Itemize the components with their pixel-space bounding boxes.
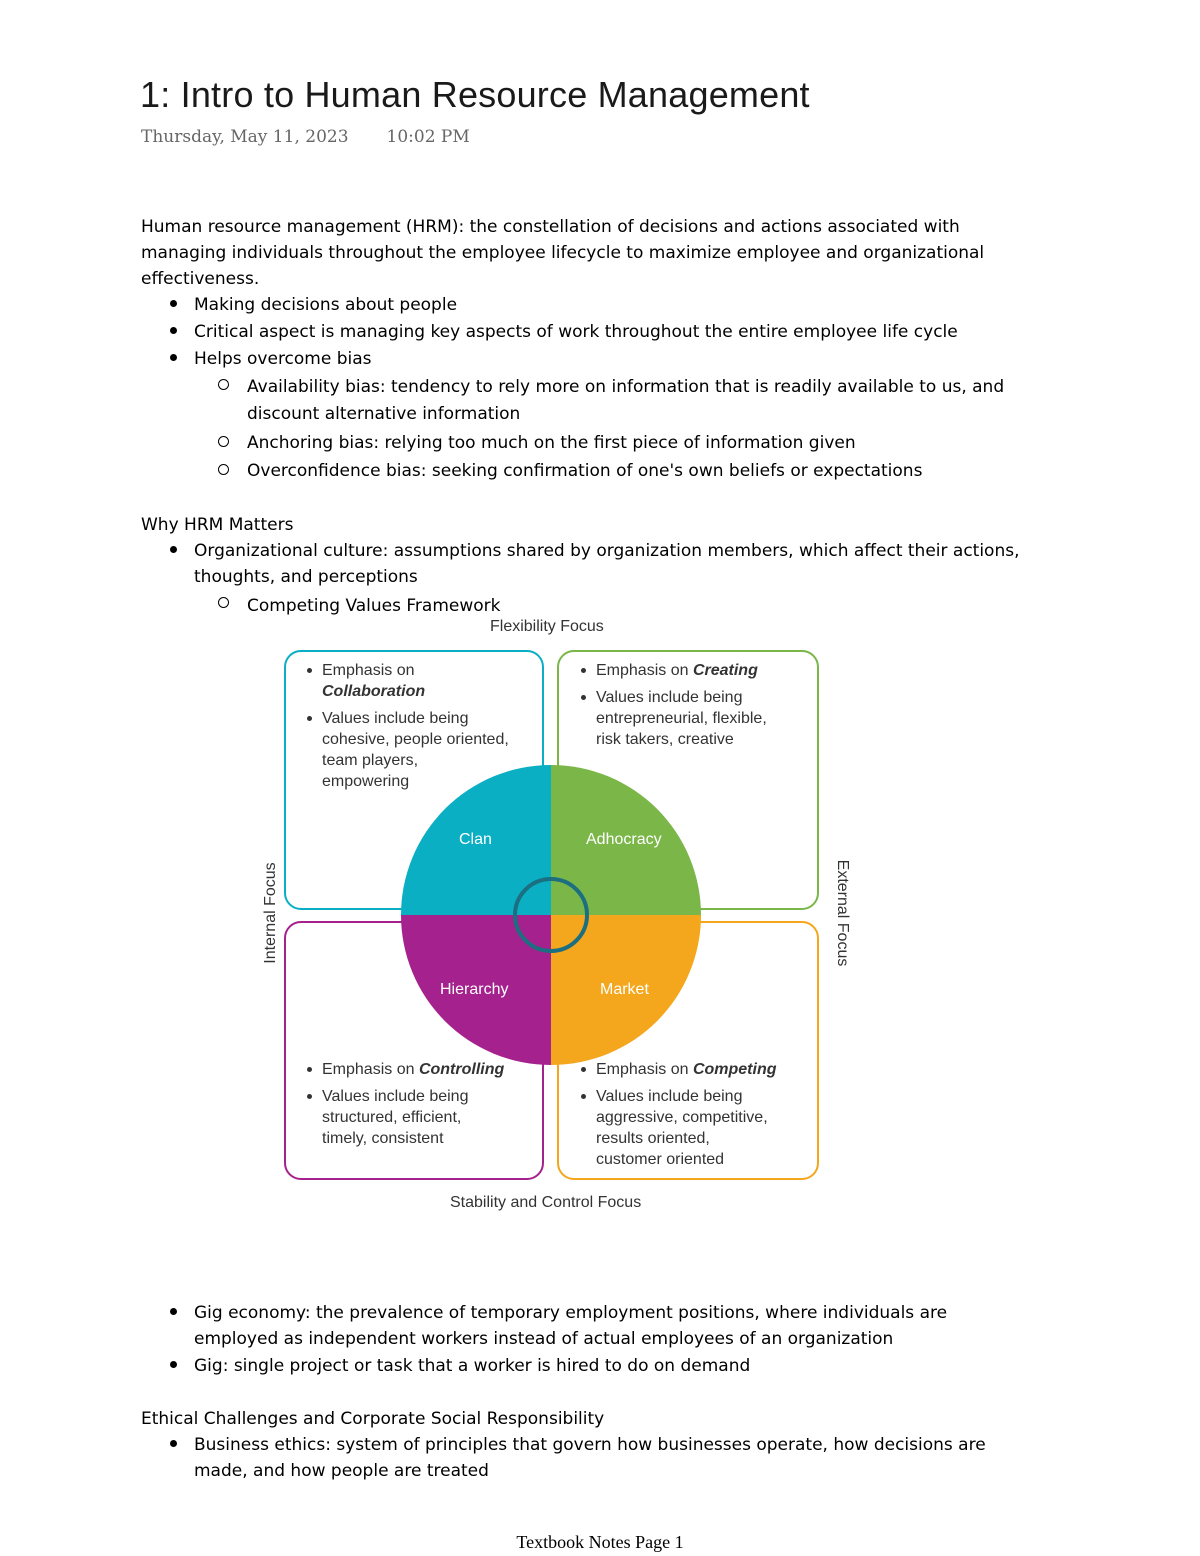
stability-control-focus-label: Stability and Control Focus <box>450 1194 642 1211</box>
page-footer: Textbook Notes Page 1 <box>516 1532 684 1552</box>
external-focus-label: External Focus <box>834 859 851 967</box>
market-emphasis: Emphasis on Competing <box>579 1059 777 1080</box>
page-time: 10:02 PM <box>386 127 470 147</box>
sub-bullet-availability-bias-cont: discount alternative information <box>247 404 521 424</box>
adhocracy-values: Values include being entrepreneurial, flexible, risk takers, creative <box>579 687 767 750</box>
bullet-dot <box>170 327 177 334</box>
bullet-dot <box>170 1308 177 1315</box>
hrm-definition-line-3: effectiveness. <box>141 269 260 289</box>
sub-bullet-cvf: Competing Values Framework <box>247 596 501 616</box>
clan-label: Clan <box>459 831 492 848</box>
flexibility-focus-label: Flexibility Focus <box>490 618 604 635</box>
clan-emphasis: Emphasis on Collaboration <box>305 660 509 702</box>
sub-bullet-ring <box>218 379 229 390</box>
market-label: Market <box>600 981 649 998</box>
sub-bullet-availability-bias: Availability bias: tendency to rely more on information that is readily available to us, and <box>247 377 1005 397</box>
sub-bullet-anchoring-bias: Anchoring bias: relying too much on the first piece of information given <box>247 433 856 453</box>
market-values: Values include being aggressive, competitive, results oriented, customer oriented <box>579 1086 777 1170</box>
page-title: 1: Intro to Human Resource Management <box>140 74 810 115</box>
bullet-making-decisions: Making decisions about people <box>194 295 458 315</box>
hierarchy-label: Hierarchy <box>440 981 509 998</box>
bullet-overcome-bias: Helps overcome bias <box>194 349 372 369</box>
competing-values-framework-diagram <box>245 612 865 1222</box>
bullet-gig-economy-cont: employed as independent workers instead of actual employees of an organization <box>194 1329 894 1349</box>
market-box-text <box>579 1059 777 1176</box>
hrm-definition-line-1: Human resource management (HRM): the constellation of decisions and actions associated with <box>141 217 960 237</box>
bullet-org-culture-cont: thoughts, and perceptions <box>194 567 418 587</box>
page-date: Thursday, May 11, 2023 <box>141 127 349 147</box>
internal-focus-label: Internal Focus <box>262 862 279 964</box>
hierarchy-box-text <box>305 1059 504 1155</box>
bullet-gig: Gig: single project or task that a worker is hired to do on demand <box>194 1356 751 1376</box>
bullet-critical-aspect: Critical aspect is managing key aspects of work throughout the entire employee life cycle <box>194 322 958 342</box>
page-timestamp <box>141 127 470 147</box>
adhocracy-emphasis: Emphasis on Creating <box>579 660 767 681</box>
ethics-heading: Ethical Challenges and Corporate Social Responsibility <box>141 1409 605 1429</box>
sub-bullet-ring <box>218 464 229 475</box>
bullet-dot <box>170 546 177 553</box>
hrm-definition-line-2: managing individuals throughout the employee lifecycle to maximize employee and organizational <box>141 243 985 263</box>
bullet-gig-economy: Gig economy: the prevalence of temporary employment positions, where individuals are <box>194 1303 948 1323</box>
bullet-dot <box>170 1361 177 1368</box>
clan-box-text <box>305 660 509 798</box>
hierarchy-emphasis: Emphasis on Controlling <box>305 1059 504 1080</box>
adhocracy-label: Adhocracy <box>586 831 662 848</box>
clan-values: Values include being cohesive, people oriented, team players, empowering <box>305 708 509 792</box>
sub-bullet-ring <box>218 436 229 447</box>
bullet-dot <box>170 1440 177 1447</box>
bullet-dot <box>170 354 177 361</box>
bullet-org-culture: Organizational culture: assumptions shared by organization members, which affect their actions, <box>194 541 1020 561</box>
bullet-business-ethics-cont: made, and how people are treated <box>194 1461 489 1481</box>
sub-bullet-ring <box>218 597 229 608</box>
hierarchy-values: Values include being structured, efficient, timely, consistent <box>305 1086 504 1149</box>
bullet-dot <box>170 300 177 307</box>
bullet-business-ethics: Business ethics: system of principles that govern how businesses operate, how decisions are <box>194 1435 986 1455</box>
sub-bullet-overconfidence-bias: Overconfidence bias: seeking confirmation of one's own beliefs or expectations <box>247 461 923 481</box>
adhocracy-box-text <box>579 660 767 756</box>
why-hrm-heading: Why HRM Matters <box>141 515 294 535</box>
